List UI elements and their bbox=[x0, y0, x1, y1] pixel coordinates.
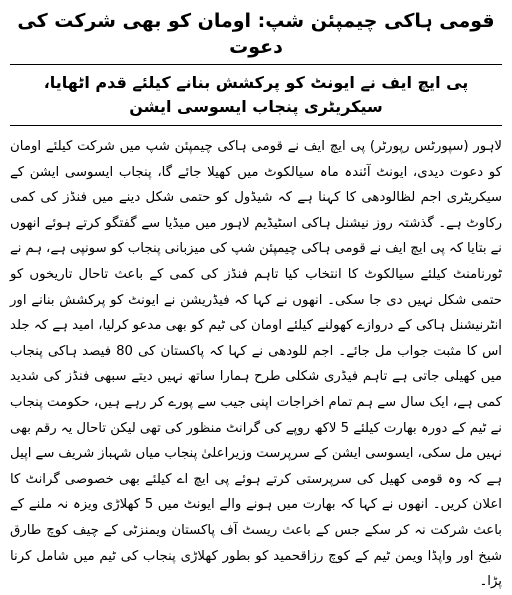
subheadline: پی ایچ ایف نے ایونٹ کو پرکشش بنانے کیلئے قدم اٹھایا، سیکریٹری پنجاب ایسوسی ایشن bbox=[43, 73, 469, 116]
article-body bbox=[8, 126, 504, 595]
headline: قومی ہاکی چیمپئن شپ: اومان کو بھی شرکت کی دعوت bbox=[17, 10, 495, 58]
body-paragraph: لاہور (سپورٹس رپورٹر) پی ایچ ایف نے قومی ہاکی چیمپئن شپ میں شرکت کیلئے اومان کو دعوت دیدی، ایونٹ آئندہ ماہ سیالکوٹ میں کھیلا جائے گا، پنجاب ایسوسی ایشن کے سیکریٹری اجم لظالودھی کا کہنا ہے کہ شیڈول کو حتمی شکل دینے میں فنڈز کی کمی رکاوٹ ہے۔ گذشتہ روز نیشنل ہاکی اسٹیڈیم لاہور میں میڈیا سے گفتگو کرتے ہوئے انھوں نے بتایا کہ پی ایچ ایف نے قومی ہاکی چیمپئن شپ کی میزبانی پنجاب کو سونپی ہے، ہم نے ٹورنامنٹ کیلئے سیالکوٹ کا انتخاب کیا تاہم فنڈز کی کمی کے باعث تاحال تاریخوں کو حتمی شکل نہیں دی جا سکی۔ انھوں نے کہا کہ فیڈریشن نے ایونٹ کو پرکشش بنانے اور انٹرنیشنل ہاکی کے دروازے کھولنے کیلئے اومان کی ٹیم کو بھی مدعو کرلیا، امید ہے کہ جلد اس کا مثبت جواب مل جائے۔ اجم للودھی نے کہا کہ پاکستان کی 80 فیصد ہاکی پنجاب میں کھیلی جاتی ہے تاہم فیڈری شکلی طرح ہمارا ساتھ نہیں دیتے سبھی فنڈز کی شدید کمی ہے، ایک سال سے ہم تمام اخراجات اپنی جیب سے پورے کر رہے ہیں، حکومت پنجاب نے ٹیم کے دورہ بھارت کیلئے 5 لاکھ روپے کی گرانٹ منظور کی تھی لیکن تاحال یہ رقم بھی نہیں مل سکی، ایسوسی ایشن کے سرپرست وزیراعلیٰ پنجاب میاں شہباز شریف سے اپیل ہے کہ وہ قومی کھیل کی سرپرستی کرتے ہوئے پی ایچ اے کیلئے بھی خصوصی گرانٹ کا اعلان کریں۔ انھوں نے کہا کہ بھارت میں ہونے والے ایونٹ میں 5 کھلاڑی ویزہ نہ ملنے کے باعث شرکت نہ کر سکے جس کے باعث ریسٹ آف پاکستان ویمنزٹی کے چیف کوچ طارق شیخ اور واپڈا ویمن ٹیم کے کوچ رزاقحمید کو بطور کھلاڑی پنجاب کی ٹیم میں شامل کرنا پڑا۔ bbox=[10, 139, 503, 590]
